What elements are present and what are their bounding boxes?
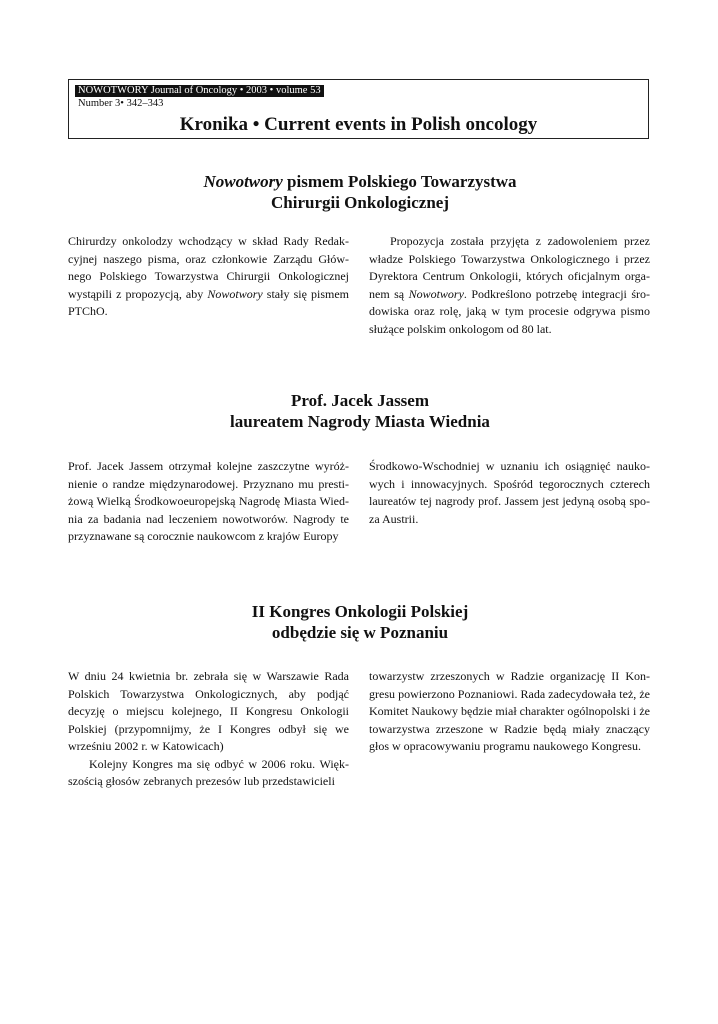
article-3-paragraph-2: Kolejny Kongres ma się odbyć w 2006 roku. Większością głosów zebranych prezesów lub przedstawicieli	[68, 756, 349, 788]
article-1-right-column	[369, 233, 650, 338]
article-1-paragraph-2	[369, 233, 650, 338]
article-1-title	[60, 171, 660, 213]
article-1-paragraph-1	[68, 233, 349, 321]
article-1-left-column	[68, 233, 349, 321]
article-2-title-line-2: laureatem Nagrody Miasta Wiednia	[230, 412, 490, 431]
article-2-paragraph-1: Prof. Jacek Jassem otrzymał kolejne zaszczytne wyróżnienie o randze międzynarodowej. Przyznano mu prestiżową Wielką Środkowoeuropejską Nagrodę Miasta Wiednia za badania nad leczeniem nowotworów. Nagrody te przyznawane są corocznie naukowcom z krajów Europy	[68, 459, 349, 543]
article-1-title-line-1-rest: pismem Polskiego Towarzystwa	[282, 172, 517, 191]
article-1-p1-text-b: stały się pismem PTChO.	[68, 286, 349, 318]
article-3-title-line-1: II Kongres Onkologii Polskiej	[251, 602, 469, 621]
article-2-title-line-1: Prof. Jacek Jassem	[290, 391, 430, 410]
article-1-p2-italic: Nowotwory	[408, 286, 464, 301]
article-3-left-column	[68, 668, 349, 791]
article-1-title-line-1	[60, 171, 660, 192]
journal-name-banner: NOWOTWORY Journal of Oncology • 2003 • volume 53	[75, 85, 324, 97]
article-1-p1-text-a: Chirurdzy onkolodzy wchodzący w skład Rady Redakcyjnej naszego pisma, oraz członkowie Zarządu Głównego Polskiego Towarzystwa Chirurgii Onkologicznej wystąpili z propozycją, aby	[68, 234, 349, 301]
article-3-paragraph-2-continued: towarzystw zrzeszonych w Radzie organizację II Kongresu powierzono Poznaniowi. Rada zadecydowała też, że Komitet Naukowy będzie miał charakter ogólnopolski i że towarzystwa zrzeszone w Radzie będą miały znaczący głos w opracowywaniu programu naukowego Kongresu.	[369, 669, 650, 753]
section-title: Kronika • Current events in Polish oncology	[179, 114, 538, 135]
journal-header-box	[68, 79, 649, 139]
article-2-paragraph-1-continued: Środkowo-Wschodniej w uznaniu ich osiągnięć naukowych i innowacyjnych. Spośród tegorocznych czterech laureatów tej nagrody prof. Jassem jest jedyną osobą spoza Austrii.	[369, 459, 650, 526]
article-1-p1-italic: Nowotwory	[207, 286, 263, 301]
article-3-paragraph-1: W dniu 24 kwietnia br. zebrała się w Warszawie Rada Polskich Towarzystwa Onkologicznych, aby podjąć decyzję o miejscu kolejnego, II Kongresu Onkologii Polskiej (przypomnijmy, że I Kongres odbył się we wrześniu 2002 r. w Katowicach)	[68, 669, 349, 753]
journal-name-italic: Nowotwory	[203, 172, 283, 191]
article-3-title	[60, 601, 660, 643]
article-3-right-column	[369, 668, 650, 756]
article-2-title	[60, 390, 660, 432]
article-2-left-column	[68, 458, 349, 546]
article-3-title-line-2: odbędzie się w Poznaniu	[271, 623, 449, 642]
article-1-p2-text-b: . Podkreślono potrzebę integracji środowiska oraz rolę, jaką w tym procesie odgrywa pismo służące polskim onkologom od 80 lat.	[369, 286, 650, 336]
article-2-right-column	[369, 458, 650, 528]
article-1-title-line-2: Chirurgii Onkologicznej	[270, 193, 450, 212]
issue-number: Number 3• 342–343	[78, 98, 164, 109]
article-1-p2-text-a: Propozycja została przyjęta z zadowoleniem przez władze Polskiego Towarzystwa Onkologicznego i przez Dyrektora Centrum Onkologii, których oficjalnym organem są	[369, 234, 650, 301]
